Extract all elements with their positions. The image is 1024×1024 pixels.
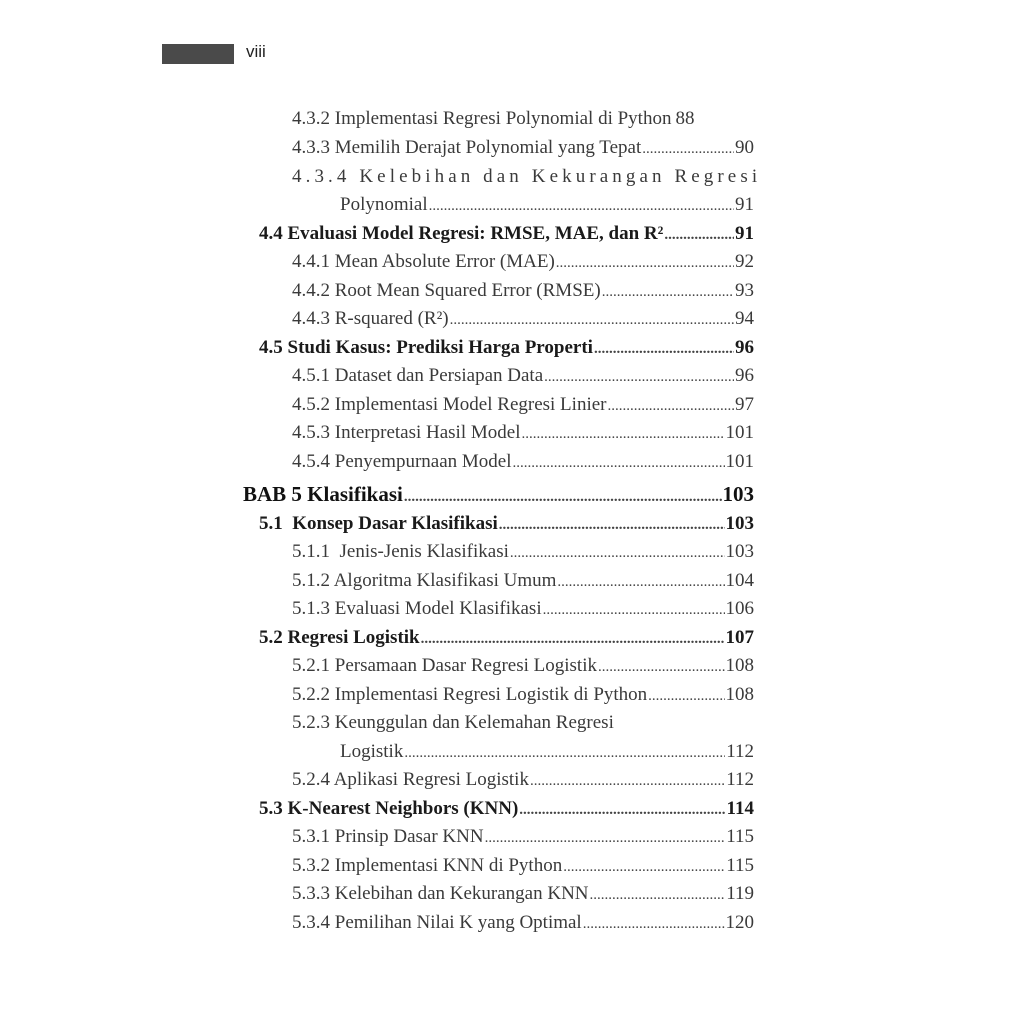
toc-entry xyxy=(292,365,754,387)
toc-entry-title: 5.3.3 Kelebihan dan Kekurangan KNN xyxy=(292,883,589,904)
toc-entry-page: 119 xyxy=(726,883,754,904)
toc-entry-page: 101 xyxy=(725,451,754,472)
toc-entry-title: 4.4.1 Mean Absolute Error (MAE) xyxy=(292,251,555,272)
toc-leader-dots xyxy=(510,541,725,563)
toc-entry-page: 94 xyxy=(735,308,754,329)
toc-entry-page: 107 xyxy=(725,627,754,648)
toc-entry xyxy=(292,422,754,444)
toc-leader-dots xyxy=(404,482,722,507)
toc-entry xyxy=(292,826,754,848)
toc-entry-page: 93 xyxy=(735,280,754,301)
toc-entry-page: 115 xyxy=(726,826,754,847)
toc-entry-title: 5.1 Konsep Dasar Klasifikasi xyxy=(259,513,498,534)
toc-leader-dots xyxy=(563,855,725,877)
toc-leader-dots xyxy=(556,251,734,273)
toc-entry-title: 5.3 K-Nearest Neighbors (KNN) xyxy=(259,798,519,819)
header-bar xyxy=(162,44,234,64)
toc-entry xyxy=(292,855,754,877)
toc-section-entry xyxy=(259,798,754,820)
toc-entry-title: 5.1.2 Algoritma Klasifikasi Umum xyxy=(292,570,557,591)
toc-entry xyxy=(292,451,754,473)
toc-entry-title: 4.5.4 Penyempurnaan Model xyxy=(292,451,512,472)
toc-entry-title: 4.3.3 Memilih Derajat Polynomial yang Tepat xyxy=(292,137,642,158)
toc-leader-dots xyxy=(607,394,734,416)
toc-entry xyxy=(292,598,754,620)
toc-chapter-entry xyxy=(243,482,754,507)
toc-entry-page: 91 xyxy=(735,223,754,244)
toc-entry-page: 97 xyxy=(735,394,754,415)
toc-leader-dots xyxy=(590,883,726,905)
toc-leader-dots xyxy=(519,798,725,820)
toc-entry-title: 5.2.4 Aplikasi Regresi Logistik xyxy=(292,769,529,790)
toc-entry-title: 5.2.2 Implementasi Regresi Logistik di Python xyxy=(292,684,648,705)
toc-entry-page: 104 xyxy=(725,570,754,591)
toc-entry xyxy=(292,883,754,905)
toc-entry-page: 106 xyxy=(725,598,754,619)
toc-entry-page: 108 xyxy=(725,684,754,705)
toc-entry-page: 112 xyxy=(726,769,754,790)
toc-leader-dots xyxy=(557,570,724,592)
toc-entry-title: 4.5.1 Dataset dan Persiapan Data xyxy=(292,365,544,386)
toc-entry-page: 96 xyxy=(735,365,754,386)
toc-entry xyxy=(292,137,754,159)
toc-leader-dots xyxy=(404,741,725,763)
toc-entry xyxy=(292,912,754,934)
toc-entry-title: 4.4.2 Root Mean Squared Error (RMSE) xyxy=(292,280,601,301)
toc-entry-page: 101 xyxy=(725,422,754,443)
toc-entry xyxy=(292,570,754,592)
toc-entry-title: 4.5 Studi Kasus: Prediksi Harga Properti xyxy=(259,337,593,358)
toc-leader-dots xyxy=(642,137,734,159)
toc-leader-dots xyxy=(530,769,725,791)
toc-entry-title: 5.3.1 Prinsip Dasar KNN xyxy=(292,826,484,847)
toc-entry-page: 115 xyxy=(726,855,754,876)
toc-entry xyxy=(292,108,754,130)
toc-entry-page: 114 xyxy=(726,798,754,819)
toc-entry-page: 88 xyxy=(675,108,695,129)
toc-entry-title: 5.2.3 Keunggulan dan Kelemahan Regresi xyxy=(292,712,614,733)
toc-entry-title-cont: Polynomial xyxy=(340,194,428,215)
toc-entry xyxy=(340,741,754,763)
toc-entry xyxy=(292,541,754,563)
toc-entry xyxy=(292,394,754,416)
toc-leader-dots xyxy=(544,365,734,387)
page-number: viii xyxy=(246,42,266,61)
toc-leader-dots xyxy=(543,598,725,620)
toc-leader-dots xyxy=(598,655,725,677)
toc-leader-dots xyxy=(648,684,724,706)
toc-entry-page: 103 xyxy=(722,482,754,506)
toc-entry-title: 5.1.1 Jenis-Jenis Klasifikasi xyxy=(292,541,509,562)
toc-entry xyxy=(292,308,754,330)
toc-section-entry xyxy=(259,337,754,359)
toc-leader-dots xyxy=(421,627,725,649)
toc-entry-title-cont: Logistik xyxy=(340,741,404,762)
toc-entry-page: 91 xyxy=(735,194,754,215)
toc-entry-title: 4.4 Evaluasi Model Regresi: RMSE, MAE, dan R² xyxy=(259,223,664,244)
toc-entry xyxy=(292,280,754,302)
toc-section-entry xyxy=(259,627,754,649)
toc-leader-dots xyxy=(513,451,725,473)
toc-entry-page: 96 xyxy=(735,337,754,358)
toc-entry xyxy=(292,684,754,706)
toc-leader-dots xyxy=(521,422,724,444)
toc-leader-dots xyxy=(583,912,725,934)
toc-entry-page: 103 xyxy=(725,513,754,534)
toc-entry-page: 108 xyxy=(725,655,754,676)
toc-leader-dots xyxy=(450,308,734,330)
toc-entry-page: 112 xyxy=(726,741,754,762)
toc-entry xyxy=(292,251,754,273)
toc-entry-title: 5.3.2 Implementasi KNN di Python xyxy=(292,855,563,876)
toc-leader-dots xyxy=(594,337,734,359)
toc-entry xyxy=(292,769,754,791)
toc-entry-page: 92 xyxy=(735,251,754,272)
toc-entry-title: 4.3.4 Kelebihan dan Kekurangan Regresi xyxy=(292,166,762,187)
toc-entry-page: 103 xyxy=(725,541,754,562)
toc-entry-title: 4.4.3 R-squared (R²) xyxy=(292,308,449,329)
toc-entry-page: 90 xyxy=(735,137,754,158)
toc-entry-title: 5.3.4 Pemilihan Nilai K yang Optimal xyxy=(292,912,582,933)
toc-section-entry xyxy=(259,513,754,535)
toc-entry-title: 5.1.3 Evaluasi Model Klasifikasi xyxy=(292,598,542,619)
toc-entry-title: 5.2.1 Persamaan Dasar Regresi Logistik xyxy=(292,655,597,676)
toc-entry-title: 5.2 Regresi Logistik xyxy=(259,627,420,648)
toc-entry-title: 4.3.2 Implementasi Regresi Polynomial di Python xyxy=(292,108,672,129)
toc-entry-title: 4.5.2 Implementasi Model Regresi Linier xyxy=(292,394,607,415)
toc-entry xyxy=(292,655,754,677)
toc-entry-title: 4.5.3 Interpretasi Hasil Model xyxy=(292,422,521,443)
toc-entry-page: 120 xyxy=(725,912,754,933)
toc-leader-dots xyxy=(485,826,726,848)
toc-leader-dots xyxy=(429,194,734,216)
toc-entry-title: BAB 5 Klasifikasi xyxy=(243,482,403,506)
toc-leader-dots xyxy=(602,280,734,302)
toc-entry xyxy=(340,194,754,216)
toc-leader-dots xyxy=(499,513,725,535)
toc-section-entry xyxy=(259,223,754,245)
toc-leader-dots xyxy=(664,223,734,245)
